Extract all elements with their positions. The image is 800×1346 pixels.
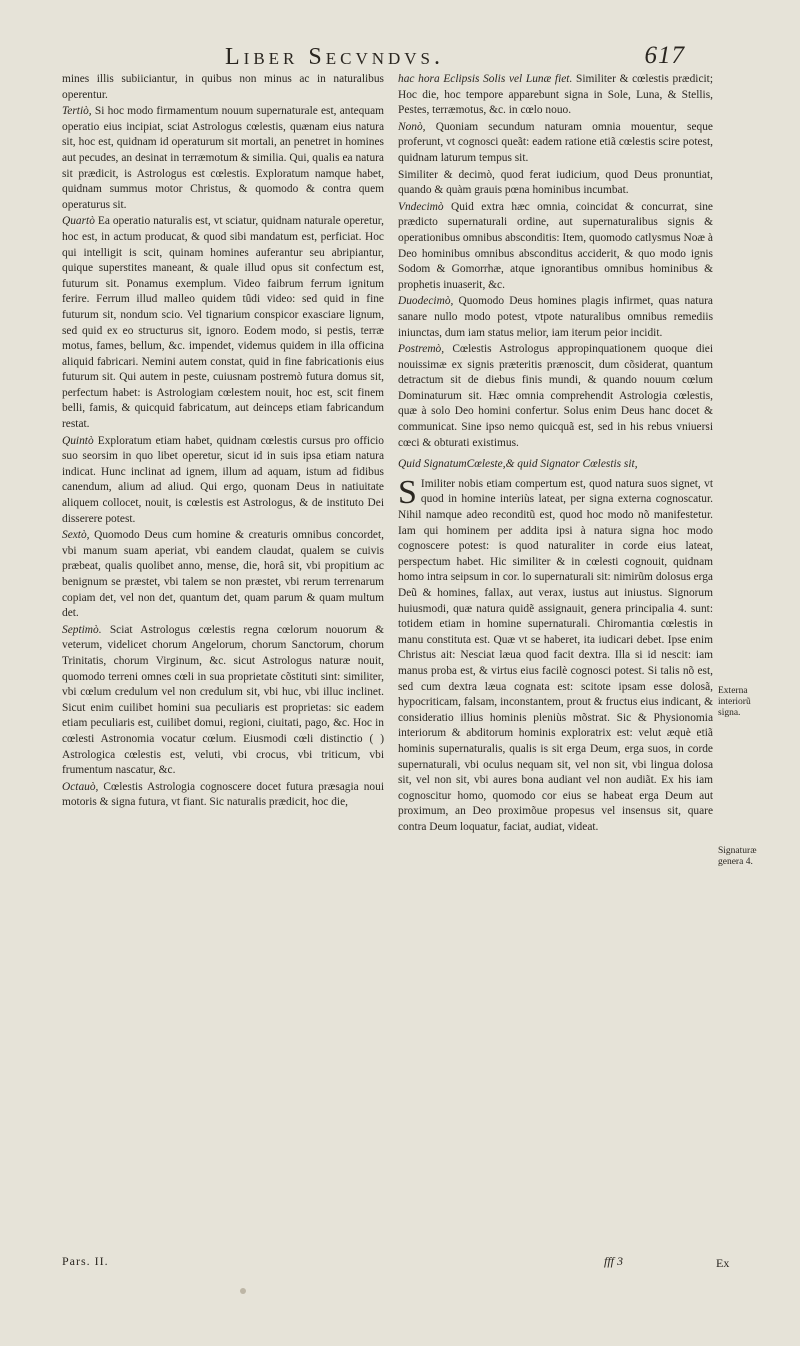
signature-mark: fff 3 <box>604 1254 624 1268</box>
paragraph-lead: Nonò, <box>398 120 436 133</box>
paragraph-text: Quomodo Deus homines plagis infirmet, quas natura sanare nullo modo potest, vtpote naturalibus omnibus remediis iniunctas, dum iam status melior, iam iterum peior incidit. <box>398 295 713 339</box>
paragraph <box>398 473 713 836</box>
volume-marker: Pars. II. <box>62 1254 109 1268</box>
paragraph <box>398 168 713 199</box>
marginal-note-signature-kinds: Signaturæ genera 4. <box>718 846 757 867</box>
paragraph-lead: Septimò. <box>62 623 110 636</box>
paragraph <box>62 104 384 213</box>
paragraph-text: mines illis subiiciantur, in quibus non minus ac in naturalibus operentur. <box>62 73 384 101</box>
paragraph <box>398 294 713 341</box>
paragraph <box>398 120 713 167</box>
drop-cap: S <box>398 473 417 511</box>
paragraph <box>398 72 713 119</box>
right-column <box>398 72 713 837</box>
paragraph-text: Imiliter nobis etiam compertum est, quod natura suos signet, vt quod in homine interiùs lateat, per signa externa cognoscatur. Nihil namque adeo reconditũ est, quod hoc modo nõ manifestetur. Iam qui hominem per addita ipsi à natura signa hoc modo cognoscere potest: is quod naturaliter in corde eius lateat, perspectum habet. Hic similiter & in cœlesti cognouit, quidnam homo intra seipsum in cor. lo supernaturali sit: nimirũm dolosus erga Deũ & homines, fallax, aut verax, iustus aut iniustus. Signorum huiusmodi, quæ natura quidẽ assignauit, genera principalia 4. sunt: totidem etiam in homine supernaturali. Chiromantia cœlestis in manu constituta est. Quæ vt se haberet, ita iudicari debet. Ipse enim Christus ait: Nesciat læua quod facit dextra. Illa si id nescit: iam manus proba est, & virtus eius facilè cognosci potest. Si talis nõ est, sed cum dextra læua cognata est: scitote ipsam esse dolosã, hypocriticam, falsam, inconstantem, prout & fructus eius indicant, & consideratio illius hominis pleniùs mõstrat. Sic & Physionomia interiorum & abditorum hominis exploratrix est: velut æquè etiã hominis supernaturalis, qualis is sit erga Deum, erga suos, in corde supernaturali, vbi oculus nequam sit, vel non sit, vbi lingua dolosa sit, vel non sit, vbi aures bona audiant vel non audiãt. Ex his iam cognoscitur homo, quomodo cor eius se habeat erga Deum aut proximum, an Deo proximõue propesus vel insensus sit, quare contra Deum loquatur, faciat, audiat, videat. <box>398 477 713 833</box>
paragraph-text: Exploratum etiam habet, quidnam cœlestis cursus pro officio suo seorsim in quo libet operetur, sicut id in suis ipsa etiam natura indicat. Hunc inclinat ad ignem, illum ad aquam, istum ad fidibus canendum, alium ad aliud. Qui ergo, quonam Deus in natiuitate aliquem collocet, nouit, is cœlestis est Astrologus, & de instituto Dei disserere potest. <box>62 434 385 525</box>
paragraph-lead: Postremò, <box>398 343 453 356</box>
marginal-note-external-signs: Externa interiorũ signa. <box>718 686 751 718</box>
paragraph-lead: Vndecimò <box>398 200 451 213</box>
paragraph-lead: hac hora Eclipsis Solis vel Lunæ fiet. <box>398 73 577 85</box>
paragraph <box>62 214 384 432</box>
paragraph-text: Quoniam secundum naturam omnia mouentur, seque proferunt, vt cognosci queãt: eadem ratione etiã cœlestis scire potest, quidnam laturum tempus sit. <box>398 120 713 164</box>
paragraph <box>62 780 384 811</box>
left-column <box>62 72 384 812</box>
paragraph <box>62 528 384 622</box>
paragraph-text: Similiter & cœlestis prædicit; Hoc die, hoc tempore apparebunt signa in Sole, Luna, & Stellis, Pestes, terræmotus, &c. in cœlo nouo. <box>398 73 714 117</box>
ink-blotch <box>240 1288 246 1294</box>
paragraph-text: Ea operatio naturalis est, vt sciatur, quidnam naturale operetur, hoc est, in actum producat, & quod sibi mandatum est, perficiat. Hoc qui intelligit is scit, quinam homines auferantur seu abripiantur, quique superstites maneant, & quale illud opus sit confectum est, futurum sit. Ponamus exemplum. Video faibrum ferrum ignitum ferire. Ferrum illud malleo quidem tûdi video: sed quid in fine futurum sit, nondum scio. Vel tignarium conspicor exasciare lignum, sed quid ex eo structurus sit, ignoro. Eodem modo, si pestis, terræ motus, fames, bellum, &c. impendet, videmus quidem in illa officina aliquid fabricari. Nemini autem constat, quid in fine fabricationis eius futurum sit. Qui autem in peste, cuiusnam postremò futura domus sit, perfectum habet: is Astrologiam cœlestem nouit, hoc est, scit finem belli, famis, & quicquid fabricatum, aut deinceps etiam fabricandum restat. <box>62 215 384 431</box>
paragraph-text: Quomodo Deus cum homine & creaturis omnibus concordet, vbi manum suam aperiat, vbi eandem claudat, qualem se cuivis præbeat, qualis quolibet anno, mense, die, horâ sit, vbi propitium ac benignum se præstet, vbi talem se non præstet, vbi rerum terrenarum copiam det, vel non det, quantum det, quam parum & quam multum det. <box>62 529 384 620</box>
section-heading: Quid SignatumCœleste,& quid Signator Cœlestis sit, <box>398 458 638 471</box>
paragraph-text: Similiter & decimò, quod ferat iudicium, quod Deus pronuntiat, quando & quàm grauis pœna hominibus incumbat. <box>398 168 713 197</box>
paragraph-lead: Duodecimò, <box>398 295 459 308</box>
right-column-top <box>398 72 713 451</box>
paragraph-lead: Sextò, <box>62 529 95 542</box>
paragraph <box>62 434 384 528</box>
paragraph-text: Si hoc modo firmamentum nouum supernaturale est, antequam operatio eius incipiat, sciat Astrologus cœlestis, quænam eius natura sit, hoc est, quidnam id operaturum sit mortali, an penetret in homines aut pecudes, an desinat in terræmotum & similia. Qui, qualis ea natura sit prædicit, is Astrologus est cœlestis. Exploratum namque habet, quidnam summus motor Christus, & quomodo & contra quem operaturus sit. <box>62 105 384 211</box>
right-column-bottom <box>398 473 713 836</box>
paragraph <box>398 200 713 294</box>
running-head <box>225 36 685 76</box>
catchword: Ex <box>716 1256 730 1270</box>
paragraph-lead: Tertiò, <box>62 105 95 118</box>
paragraph-lead: Octauò, <box>62 780 104 793</box>
paragraph-lead: Quintò <box>62 434 98 447</box>
paragraph-text: Sciat Astrologus cœlestis regna cœlorum nouorum & veterum, videlicet chorum Angelorum, chorum Sanctorum, chorum Trinitatis, chorum Virginum, &c. sicut Astrologus naturæ nouit, quomodo terreni omnes cœli in sua proprietate cõstituti sint: similiter, vbi cœlum credulum vel non credulum sit, vbi huc, vbi illuc inclinet. Sicut enim cuilibet homini sua peculiaris est proprietas: sic eadem etiam peculiaris est, cuilibet domui, regioni, ciuitati, pago, &c. Hoc in cœlesti Astronomia vocatur cœlum. Eiusmodi cœli distinctio ( ) Astrologica cœlestis est, veluti, vbi crocus, vbi triticum, vbi frumentum nascatur, &c. <box>62 623 384 777</box>
paragraph <box>62 623 384 779</box>
paragraph-lead: Quartò <box>62 215 98 228</box>
paragraph <box>398 342 713 451</box>
paragraph-text: Cœlestis Astrologus appropinquationem quoque diei nouissimæ ex signis præteritis prænoscit, dum cõsiderat, quantum detractum sit de diebus finis mundi, & quando nouum cœlum Dominaturum sit. Hæc omnia comprehendit Astrologia cœlestis, quæ à solo Deo homini confertur. Solus enim Deus hanc docet & communicat. Sine ipso nemo quicquã est, sed in his rebus vniuersi cœci & obturati existimus. <box>398 343 713 449</box>
page-number: 617 <box>644 42 685 69</box>
paragraph <box>62 72 384 103</box>
paragraph-text: Quid extra hæc omnia, coincidat & concurrat, sine prædicto supernaturali ordine, aut supernaturalibus signis & operationibus omnibus absconditis: Item, quomodo catlysmus Noæ à Deo hominibus omnibus absconditus acciderit, & quo modo ignis Sodom & Gomorrhæ, atque ignorantibus omnibus hominibus & prophetis inuaserit, &c. <box>398 200 713 291</box>
running-title: Liber Secvndvs. <box>225 44 445 70</box>
paragraph-text: Cœlestis Astrologia cognoscere docet futura præsagia noui motoris & signa futura, vt fiant. Sic naturalis prædicit, hoc die, <box>62 780 384 809</box>
